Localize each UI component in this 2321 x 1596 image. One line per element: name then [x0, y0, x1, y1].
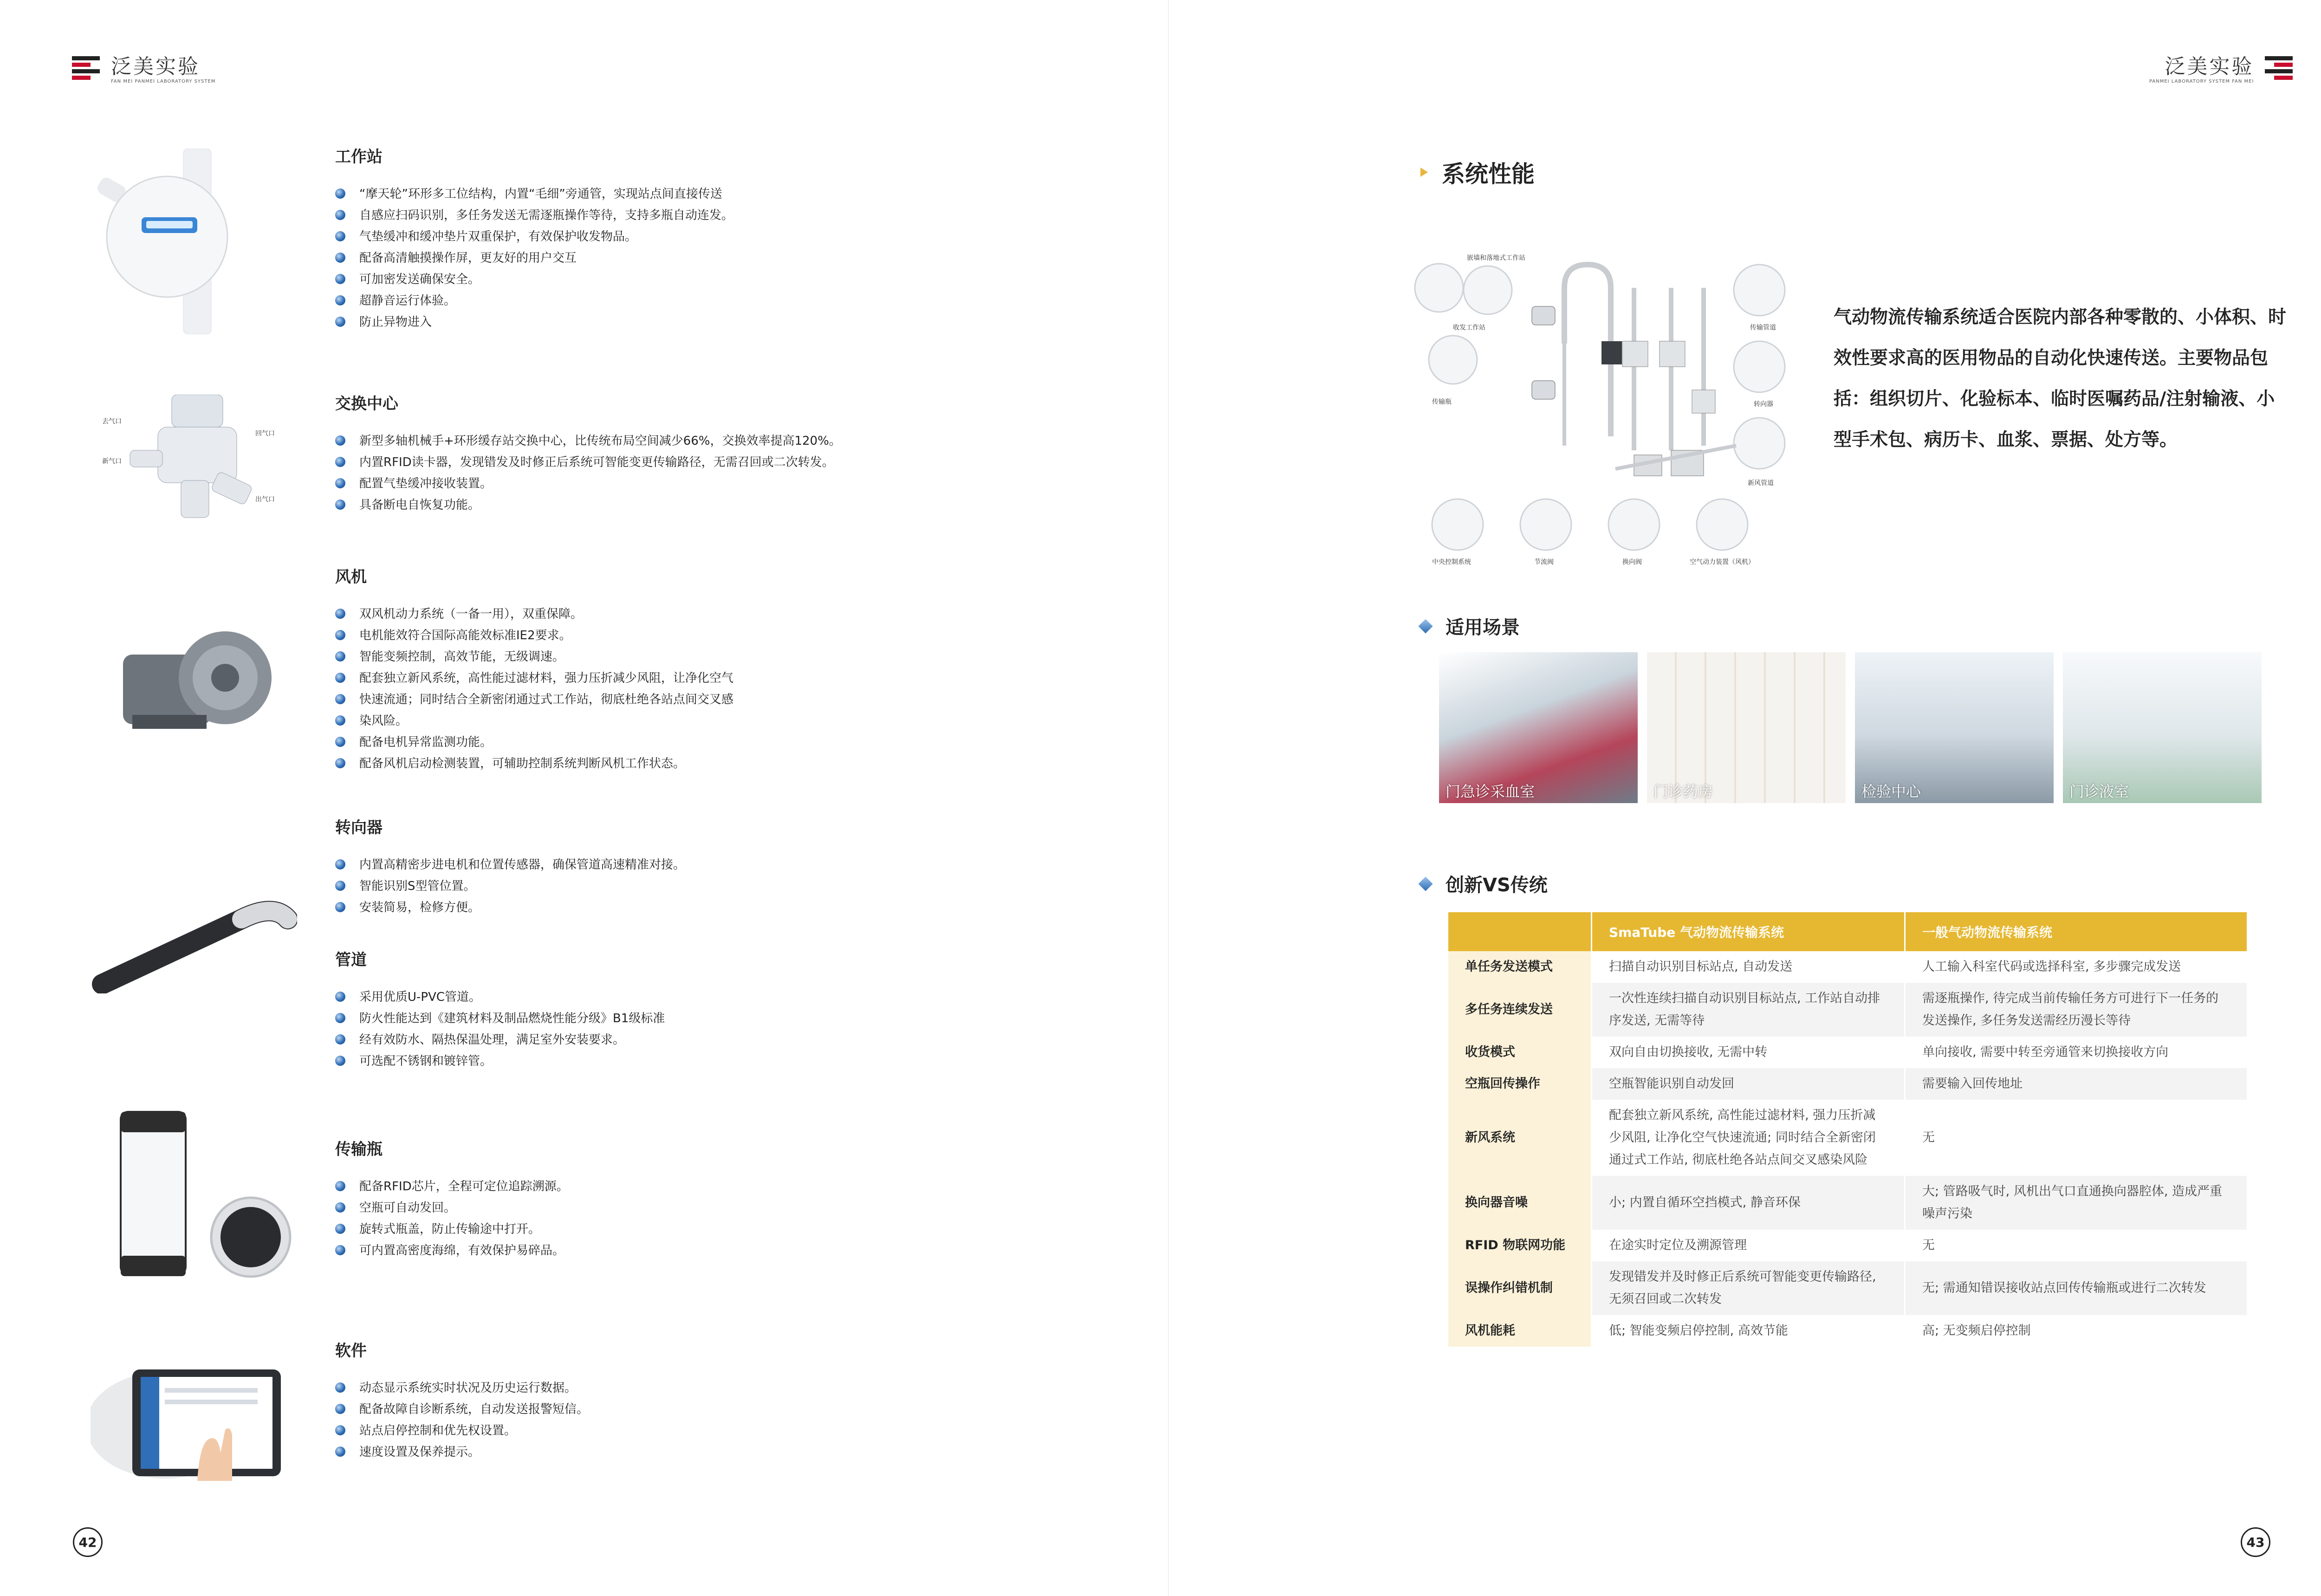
- table-row: [1448, 1230, 2247, 1261]
- row-label: 多任务连续发送: [1448, 983, 1592, 1037]
- table-row: [1448, 1037, 2247, 1068]
- bullet-list: [335, 1176, 569, 1261]
- bullet-item: 速度设置及保养提示。: [335, 1441, 589, 1463]
- bullet-item: 配备风机启动检测装置，可辅助控制系统判断风机工作状态。: [335, 753, 733, 774]
- software-tablet-image: [91, 1360, 285, 1490]
- row-label: 单任务发送模式: [1448, 951, 1592, 983]
- section-title: 风机: [335, 568, 367, 586]
- section-workstation: [335, 144, 733, 333]
- exchange-center-image: [102, 395, 279, 529]
- diagram-label-fresh-air: 新风管道: [1748, 480, 1774, 487]
- cell-traditional: 无: [1905, 1230, 2247, 1261]
- section-title: 工作站: [335, 148, 383, 166]
- table-row: [1448, 951, 2247, 983]
- bullet-item: 配置气垫缓冲接收装置。: [335, 473, 841, 494]
- bullet-item: 配备故障自诊断系统，自动发送报警短信。: [335, 1399, 589, 1420]
- comparison-table: [1448, 912, 2247, 1347]
- diagram-label-reverser: 换向阀: [1622, 558, 1642, 566]
- bullet-item: 采用优质U-PVC管道。: [335, 986, 665, 1008]
- bullet-item: 智能识别S型管位置。: [335, 876, 685, 897]
- section-header-scenes: [1420, 613, 1520, 639]
- diagram-label-top: 嵌墙和落地式工作站: [1467, 254, 1525, 262]
- cell-traditional: 需要输入回传地址: [1905, 1068, 2247, 1100]
- row-label: 换向器音噪: [1448, 1176, 1592, 1230]
- page-number-right: 43: [2241, 1527, 2270, 1557]
- table-row: [1448, 1176, 2247, 1230]
- scene-card: [1439, 652, 1638, 803]
- bullet-item: 可加密发送确保安全。: [335, 269, 733, 290]
- section-title: 交换中心: [335, 395, 398, 413]
- section-title: 创新VS传统: [1446, 875, 1548, 896]
- bullet-item: 可选配不锈钢和镀锌管。: [335, 1051, 665, 1072]
- triangle-marker-icon: [1420, 168, 1428, 177]
- bullet-item: 智能变频控制，高效节能，无级调速。: [335, 646, 733, 668]
- table-header-cell: SmaTube 气动物流传输系统: [1592, 912, 1905, 951]
- scene-card: [2063, 652, 2262, 803]
- row-label: 误操作纠错机制: [1448, 1261, 1592, 1315]
- diagram-label-blower: 空气动力装置（风机）: [1690, 558, 1755, 566]
- cell-traditional: 单向接收, 需要中转至旁通管来切换接收方向: [1905, 1037, 2247, 1068]
- section-header-compare: [1420, 870, 1548, 897]
- cell-traditional: 无; 需通知错误接收站点回传传输瓶或进行二次转发: [1905, 1261, 2247, 1315]
- logo-text: 泛美实验: [2165, 55, 2254, 78]
- bullet-item: 旋转式瓶盖，防止传输途中打开。: [335, 1219, 569, 1240]
- logo-subtext: FAN MEI PANMEI LABORATORY SYSTEM: [111, 79, 216, 84]
- bullet-item: 经有效防水、隔热保温处理，满足室外安装要求。: [335, 1029, 665, 1051]
- scene-caption: 门急诊采血室: [1446, 783, 1535, 800]
- section-title: 软件: [335, 1342, 367, 1360]
- bullet-item: 动态显示系统实时状况及历史运行数据。: [335, 1377, 589, 1399]
- bullet-item: 可内置高密度海绵，有效保护易碎品。: [335, 1240, 569, 1261]
- cell-traditional: 高; 无变频启停控制: [1905, 1315, 2247, 1347]
- exchange-label-c: 回气口: [255, 430, 275, 437]
- bullet-item: “摩天轮”环形多工位结构，内置“毛细”旁通管，实现站点间直接传送: [335, 183, 733, 205]
- system-diagram: [1411, 251, 1815, 594]
- cell-traditional: 无: [1905, 1100, 2247, 1176]
- table-header-cell: [1448, 912, 1592, 951]
- section-pipe: [335, 947, 665, 1072]
- cell-smatube: 发现错发并及时修正后系统可智能变更传输路径, 无须召回或二次转发: [1592, 1261, 1905, 1315]
- bullet-item: 快速流通；同时结合全新密闭通过式工作站，彻底杜绝各站点间交叉感: [335, 689, 733, 710]
- bullet-item: 气垫缓冲和缓冲垫片双重保护，有效保护收发物品。: [335, 226, 733, 247]
- bullet-item: 站点启停控制和优先权设置。: [335, 1420, 589, 1441]
- bullet-item: 染风险。: [335, 710, 733, 732]
- table-row: [1448, 1068, 2247, 1100]
- section-software: [335, 1338, 589, 1463]
- logo-text: 泛美实验: [111, 55, 200, 78]
- table-row: [1448, 1261, 2247, 1315]
- table-header-row: [1448, 912, 2247, 951]
- cell-traditional: 需逐瓶操作, 待完成当前传输任务方可进行下一任务的发送操作, 多任务发送需经历漫长等待: [1905, 983, 2247, 1037]
- bullet-item: 防止异物进入: [335, 311, 733, 333]
- table-row: [1448, 1315, 2247, 1347]
- bullet-item: 配备电机异常监测功能。: [335, 732, 733, 753]
- bullet-item: 内置高精密步进电机和位置传感器，确保管道高速精准对接。: [335, 854, 685, 876]
- cell-smatube: 一次性连续扫描自动识别目标站点, 工作站自动排序发送, 无需等待: [1592, 983, 1905, 1037]
- bullet-item: 安装简易，检修方便。: [335, 897, 685, 918]
- cell-smatube: 小; 内置自循环空挡模式, 静音环保: [1592, 1176, 1905, 1230]
- bullet-list: [335, 1377, 589, 1463]
- page-number-left: 42: [73, 1527, 103, 1557]
- diagram-label-diverter: 转向器: [1754, 401, 1773, 408]
- section-blower: [335, 564, 733, 774]
- cell-smatube: 扫描自动识别目标站点, 自动发送: [1592, 951, 1905, 983]
- bullet-item: 配套独立新风系统，高性能过滤材料，强力压折减少风阻，让净化空气: [335, 668, 733, 689]
- pipe-image: [88, 891, 297, 993]
- blower-image: [118, 627, 281, 747]
- exchange-label-b: 新气口: [102, 458, 122, 465]
- diamond-marker-icon: [1418, 876, 1433, 891]
- scene-gallery: [1439, 652, 2262, 803]
- table-row: [1448, 983, 2247, 1037]
- section-diverter: [335, 815, 685, 918]
- cell-smatube: 双向自由切换接收, 无需中转: [1592, 1037, 1905, 1068]
- cell-smatube: 在途实时定位及溯源管理: [1592, 1230, 1905, 1261]
- bullet-item: 电机能效符合国际高能效标准IE2要求。: [335, 625, 733, 646]
- diamond-marker-icon: [1418, 619, 1433, 633]
- section-title: 管道: [335, 951, 367, 969]
- row-label: 风机能耗: [1448, 1315, 1592, 1347]
- bullet-list: [335, 183, 733, 333]
- section-title: 传输瓶: [335, 1140, 383, 1159]
- bullet-list: [335, 430, 841, 516]
- bullet-item: 自感应扫码识别，多任务发送无需逐瓶操作等待，支持多瓶自动连发。: [335, 205, 733, 226]
- bullet-item: 空瓶可自动发回。: [335, 1197, 569, 1219]
- diagram-label-station: 收发工作站: [1453, 324, 1485, 331]
- bullet-item: 内置RFID读卡器，发现错发及时修正后系统可智能变更传输路径，无需召回或二次转发。: [335, 452, 841, 473]
- logo-mark-icon: [2258, 55, 2293, 84]
- cell-smatube: 配套独立新风系统, 高性能过滤材料, 强力压折减少风阻, 让净化空气快速流通; 同时结合全新密闭通过式工作站, 彻底杜绝各站点间交叉感染风险: [1592, 1100, 1905, 1176]
- scene-caption: 检验中心: [1861, 783, 1921, 800]
- section-carrier: [335, 1136, 569, 1261]
- diagram-label-bottle: 传输瓶: [1432, 398, 1452, 406]
- carrier-image: [114, 1103, 299, 1288]
- page-title: 系统性能: [1442, 161, 1535, 188]
- scene-card: [1647, 652, 1846, 803]
- row-label: 新风系统: [1448, 1100, 1592, 1176]
- row-label: 空瓶回传操作: [1448, 1068, 1592, 1100]
- table-header-cell: 一般气动物流传输系统: [1905, 912, 2247, 951]
- cell-traditional: 大; 管路吸气时, 风机出气口直通换向器腔体, 造成严重噪声污染: [1905, 1176, 2247, 1230]
- section-exchange-center: [335, 391, 841, 516]
- table-row: [1448, 1100, 2247, 1176]
- row-label: RFID 物联网功能: [1448, 1230, 1592, 1261]
- bullet-list: [335, 603, 733, 774]
- logo-left: [72, 55, 215, 84]
- logo-right: [2149, 55, 2293, 84]
- diagram-label-control: 中央控制系统: [1432, 558, 1471, 566]
- page-divider: [1168, 0, 1169, 1596]
- row-label: 收货模式: [1448, 1037, 1592, 1068]
- scene-caption: 门诊液室: [2069, 783, 2129, 800]
- bullet-item: 双风机动力系统（一备一用），双重保障。: [335, 603, 733, 625]
- bullet-item: 超静音运行体验。: [335, 290, 733, 311]
- bullet-item: 配备高清触摸操作屏，更友好的用户交互: [335, 247, 733, 269]
- bullet-list: [335, 986, 665, 1072]
- section-title: 转向器: [335, 818, 383, 837]
- bullet-item: 具备断电自恢复功能。: [335, 494, 841, 516]
- cell-smatube: 空瓶智能识别自动发回: [1592, 1068, 1905, 1100]
- section-header-performance: [1420, 156, 1535, 189]
- logo-mark-icon: [72, 55, 106, 84]
- workstation-image: [88, 149, 246, 334]
- bullet-item: 新型多轴机械手+环形缓存站交换中心，比传统布局空间减少66%，交换效率提高120%。: [335, 430, 841, 452]
- bullet-item: 配备RFID芯片，全程可定位追踪溯源。: [335, 1176, 569, 1197]
- cell-smatube: 低; 智能变频启停控制, 高效节能: [1592, 1315, 1905, 1347]
- scene-caption: 门诊药房: [1653, 783, 1713, 800]
- diagram-label-pipe: 传输管道: [1750, 324, 1776, 331]
- bullet-item: 防火性能达到《建筑材料及制品燃烧性能分级》B1级标准: [335, 1008, 665, 1029]
- section-title: 适用场景: [1446, 617, 1520, 638]
- exchange-label-a: 去气口: [102, 418, 122, 425]
- cell-traditional: 人工输入科室代码或选择科室, 多步骤完成发送: [1905, 951, 2247, 983]
- scene-card: [1855, 652, 2054, 803]
- intro-paragraph: 气动物流传输系统适合医院内部各种零散的、小体积、时效性要求高的医用物品的自动化快速传送。主要物品包括：组织切片、化验标本、临时医嘱药品/注射输液、小型手术包、病历卡、血浆、票据、处方等。: [1834, 307, 2287, 450]
- bullet-list: [335, 854, 685, 918]
- diagram-label-throttle: 节流阀: [1534, 558, 1554, 566]
- logo-subtext: PANMEI LABORATORY SYSTEM FAN MEI: [2149, 79, 2254, 84]
- exchange-label-d: 出气口: [255, 496, 275, 503]
